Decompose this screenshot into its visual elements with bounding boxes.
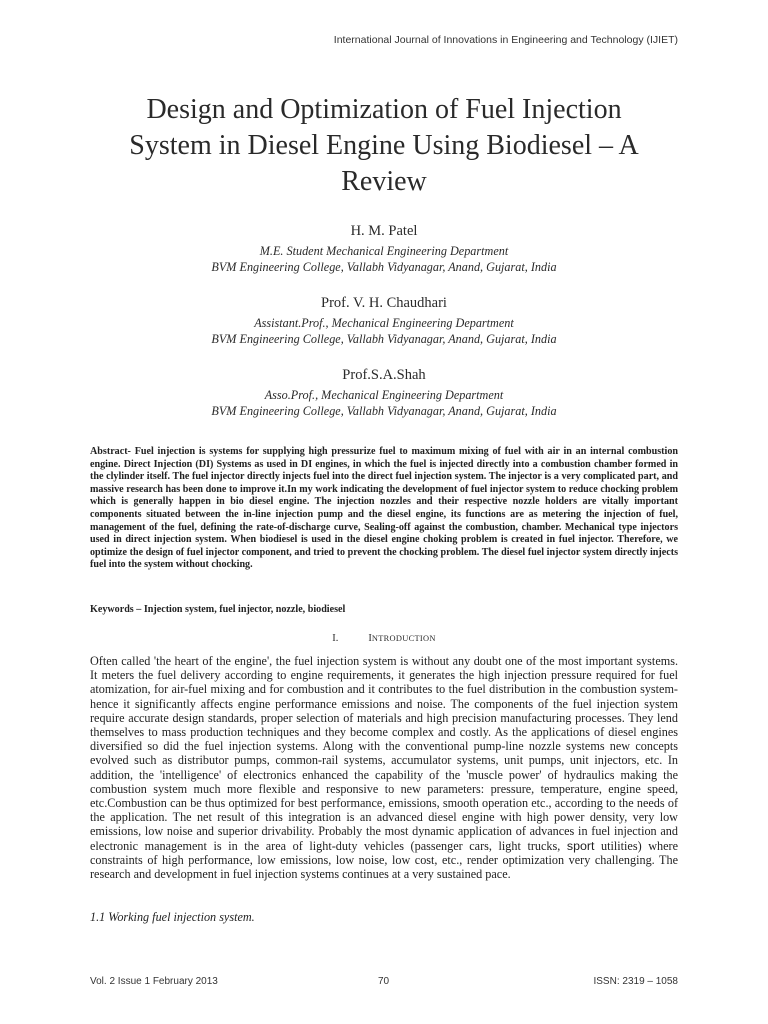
- body-text-part: Often called 'the heart of the engine', the fuel injection system is without any doubt one of the most important systems. It meters the fuel delivery according to engine requirements, it generates the high injection pressure required for fuel atomization, for air-fuel mixing and for combustion and it contributes to the fuel distribution in the combustion system-hence it significantly affects engine performance emissions and noise. The components of the fuel injection system require accurate design standards, proper selection of materials and high precision manufacturing processes. They lend themselves to mass production techniques and they become complex and costly. As the applications of diesel engines diversified so did the fuel injection systems. Along with the conventional pump-line nozzle systems new concepts evolved such as distributor pumps, common-rail systems, accumulator systems, unit pumps, unit injectors, etc. In addition, the 'intelligence' of electronics enhanced the capability of the 'muscle power' of hydraulics making the combustion system much more flexible and responsive to new parameters: pressure, temperature, engine speed, etc.Combustion can be thus optimized for best performance, emissions, smooth operation etc., according to the needs of the application. The net result of this integration is an advanced diesel engine with high power density, very low emissions, low noise and superior drivability. Probably the most dynamic application of advances in fuel injection and electronic management is in the area of light-duty vehicles (passenger cars, light trucks,: [90, 654, 678, 853]
- body-text-part: utilities) where constraints of high performance, low emissions, low noise, low cost, etc., render optimization very challenging. The research and development in fuel injection systems continues at a very sustained pace.: [90, 838, 678, 882]
- author-affiliation: BVM Engineering College, Vallabh Vidyanagar, Anand, Gujarat, India: [211, 331, 557, 346]
- author-affiliation: BVM Engineering College, Vallabh Vidyanagar, Anand, Gujarat, India: [211, 403, 557, 418]
- running-header: International Journal of Innovations in Engineering and Technology (IJIET): [333, 34, 678, 46]
- body-text-part: sport: [566, 838, 595, 853]
- author-block: [90, 366, 678, 419]
- footer-volume: Vol. 2 Issue 1 February 2013: [90, 976, 218, 987]
- keywords: Keywords – Injection system, fuel injector, nozzle, biodiesel: [90, 604, 346, 615]
- section-heading: [90, 633, 678, 644]
- title-line: System in Diesel Engine Using Biodiesel – A: [129, 130, 639, 161]
- author-position: M.E. Student Mechanical Engineering Department: [259, 244, 509, 258]
- author-name: H. M. Patel: [350, 223, 418, 239]
- footer-issn: ISSN: 2319 – 1058: [593, 976, 678, 987]
- author-position: Asso.Prof., Mechanical Engineering Department: [264, 388, 504, 402]
- author-name: Prof.S.A.Shah: [342, 367, 426, 383]
- paper-title: [90, 92, 678, 200]
- title-line: Review: [341, 166, 427, 197]
- title-line: Design and Optimization of Fuel Injection: [146, 94, 622, 125]
- section-title-initial: I: [368, 633, 372, 644]
- author-block: [90, 294, 678, 347]
- author-affiliation: BVM Engineering College, Vallabh Vidyanagar, Anand, Gujarat, India: [211, 259, 557, 274]
- author-name: Prof. V. H. Chaudhari: [321, 295, 447, 311]
- abstract: Abstract- Fuel injection is systems for supplying high pressurize fuel to maximum mixing of fuel with air in an internal combustion engine. Direct Injection (DI) Systems as used in DI engines, in which the fuel is injected directly into a combustion chamber formed in the clylinder itself. The fuel injector directly injects fuel into the direct fuel injection system. The injector is a very complicated part, and massive research has been done to improve it.In my work indicating the development of fuel injector system to reduce chocking problem which is generally happen in bio diesel engine. The injection nozzles and their respective nozzle holders are vitally important components situated between the in-line injection pump and the diesel engine, its functions are as metering the injection of fuel, management of the fuel, defining the rate-of-discharge curve, Sealing-off against the combustion, chamber. Mechanical type injectors used in direct injection system. When biodiesel is used in the diesel engine choking problem is created in fuel injector. Therefore, we optimize the design of fuel injector component, and tried to prevent the chocking problem. The diesel fuel injector system directly injects fuel into the system without chocking.: [90, 446, 678, 571]
- footer-page-number: 70: [378, 976, 390, 987]
- author-block: [90, 222, 678, 275]
- section-title-rest: NTRODUCTION: [371, 634, 436, 643]
- subsection-heading: 1.1 Working fuel injection system.: [90, 910, 255, 924]
- author-position: Assistant.Prof., Mechanical Engineering Department: [254, 316, 514, 330]
- section-number: I.: [332, 633, 339, 644]
- introduction-body: [90, 654, 678, 881]
